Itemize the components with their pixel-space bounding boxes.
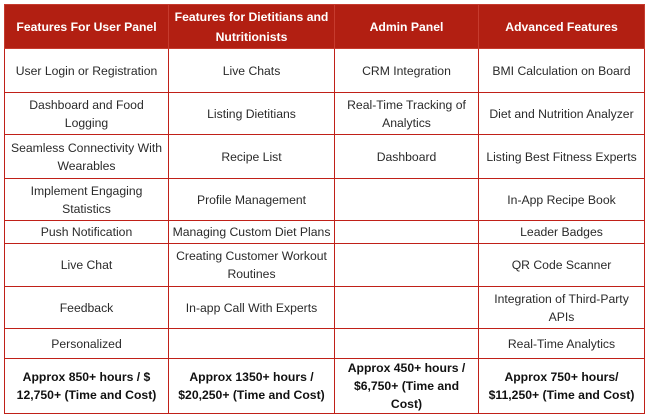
total-dietitians-panel: Approx 1350+ hours / $20,250+ (Time and Cost)	[169, 359, 335, 414]
table-cell: CRM Integration	[335, 49, 479, 93]
table-cell: In-App Recipe Book	[479, 179, 645, 221]
table-cell: Listing Best Fitness Experts	[479, 135, 645, 179]
table-cell	[335, 287, 479, 329]
header-user-panel: Features For User Panel	[5, 5, 169, 49]
total-admin-panel: Approx 450+ hours / $6,750+ (Time and Cost)	[335, 359, 479, 414]
table-cell: Leader Badges	[479, 221, 645, 244]
table-cell: Listing Dietitians	[169, 93, 335, 135]
table-row	[5, 329, 645, 359]
header-row	[5, 5, 645, 49]
table-row	[5, 49, 645, 93]
table-cell: Implement Engaging Statistics	[5, 179, 169, 221]
table-cell: Profile Management	[169, 179, 335, 221]
table-cell: Personalized	[5, 329, 169, 359]
table-cell: Real-Time Analytics	[479, 329, 645, 359]
table-cell: User Login or Registration	[5, 49, 169, 93]
table-cell: Diet and Nutrition Analyzer	[479, 93, 645, 135]
table-cell	[335, 221, 479, 244]
table-cell: Real-Time Tracking of Analytics	[335, 93, 479, 135]
table-row	[5, 221, 645, 244]
table-cell: In-app Call With Experts	[169, 287, 335, 329]
table-cell: Recipe List	[169, 135, 335, 179]
table-row	[5, 135, 645, 179]
table-row	[5, 287, 645, 329]
table-cell	[335, 329, 479, 359]
table-cell: Managing Custom Diet Plans	[169, 221, 335, 244]
table-cell: Dashboard	[335, 135, 479, 179]
total-user-panel: Approx 850+ hours / $ 12,750+ (Time and Cost)	[5, 359, 169, 414]
table-row	[5, 93, 645, 135]
table-row	[5, 244, 645, 287]
table-header	[5, 5, 645, 49]
table-cell: Integration of Third-Party APIs	[479, 287, 645, 329]
table-cell	[335, 179, 479, 221]
table-cell: Feedback	[5, 287, 169, 329]
total-advanced-features: Approx 750+ hours/ $11,250+ (Time and Cost)	[479, 359, 645, 414]
table-cell: Creating Customer Workout Routines	[169, 244, 335, 287]
table-cell: Live Chats	[169, 49, 335, 93]
table-cell: Dashboard and Food Logging	[5, 93, 169, 135]
table-totals	[5, 359, 645, 414]
table-cell	[169, 329, 335, 359]
totals-row	[5, 359, 645, 414]
table-body	[5, 49, 645, 359]
table-cell: Push Notification	[5, 221, 169, 244]
table-row	[5, 179, 645, 221]
table-cell: Live Chat	[5, 244, 169, 287]
features-table	[4, 4, 645, 414]
header-advanced-features: Advanced Features	[479, 5, 645, 49]
table-cell: BMI Calculation on Board	[479, 49, 645, 93]
header-admin-panel: Admin Panel	[335, 5, 479, 49]
table-cell: QR Code Scanner	[479, 244, 645, 287]
table-cell	[335, 244, 479, 287]
table-cell: Seamless Connectivity With Wearables	[5, 135, 169, 179]
header-dietitians-panel: Features for Dietitians and Nutritionists	[169, 5, 335, 49]
